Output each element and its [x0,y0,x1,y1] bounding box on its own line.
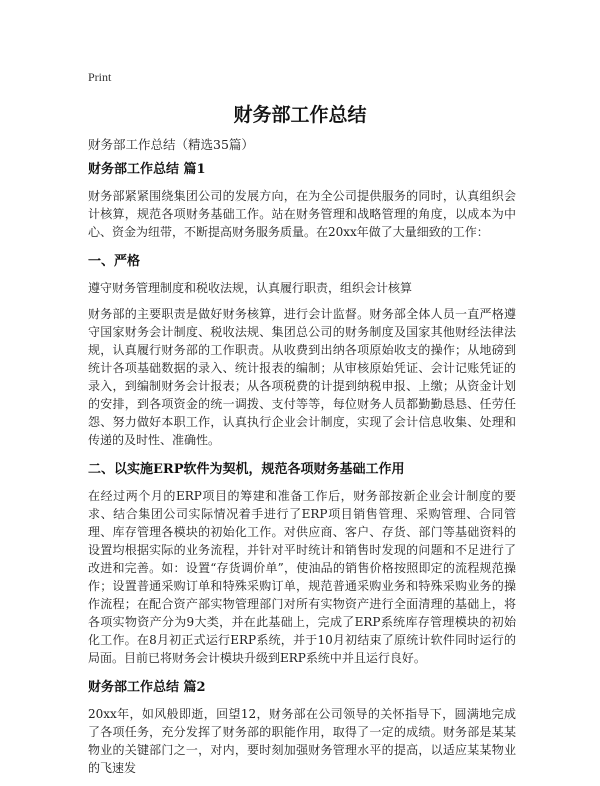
section-heading-erp: 二、以实施ERP软件为契机，规范各项财务基础工作用 [88,462,405,477]
paragraph-intro: 财务部紧紧围绕集团公司的发展方向，在为全公司提供服务的同时，认真组织会计核算，规范各项财务基础工作。站在财务管理和战略管理的角度，以成本为中心、资金为纽带，不断提高财务服务质量。在20xx年做了大量细致的工作： [88,189,516,239]
section-heading-1: 财务部工作总结 篇1 [88,162,206,177]
paragraph-duties: 财务部的主要职责是做好财务核算，进行会计监督。财务部全体人员一直严格遵守国家财务会计制度、税收法规、集团总公司的财务制度及国家其他财经法律法规，认真履行财务部的工作职责。从收费到出纳各项原始收支的操作；从地磅到统计各项基础数据的录入、统计报表的编制；从审核原始凭证、会计记账凭证的录入，到编制财务会计报表；从各项税费的计提到纳税申报、上缴；从资金计划的安排，到各项资金的统一调拨、支付等等，每位财务人员都勤勤恳恳、任劳任怨、努力做好本职工作，认真执行企业会计制度，实现了会计信息收集、处理和传递的及时性、准确性。 [88,307,516,447]
paragraph-compliance: 遵守财务管理制度和税收法规，认真履行职责，组织会计核算 [88,281,413,295]
page-title: 财务部工作总结 [233,104,367,126]
section-heading-2: 财务部工作总结 篇2 [88,680,206,695]
document-subtitle: 财务部工作总结（精选35篇） [88,137,254,152]
paragraph-summary-2: 20xx年，如风般即逝，回望12，财务部在公司领导的关怀指导下，圆满地完成了各项任务，充分发挥了财务部的职能作用，取得了一定的成绩。财务部是某某物业的关键部门之一，对内，要时刻加强财务管理水平的提高，以适应某某物业的飞速发 [88,707,516,775]
document-body [88,158,516,786]
paragraph-erp: 在经过两个月的ERP项目的筹建和准备工作后，财务部按新企业会计制度的要求、结合集团公司实际情况着手进行了ERP项目销售管理、采购管理、合同管理、库存管理各模块的初始化工作。对供应商、客户、存货、部门等基础资料的设置均根据实际的业务流程，并针对平时统计和销售时发现的问题和不足进行了改进和完善。如：设置“存货调价单”，使油品的销售价格按照即定的流程规范操作；设置普通采购订单和特殊采购订单，规范普通采购业务和特殊采购业务的操作流程；在配合资产部实物管理部门对所有实物资产进行全面清理的基础上，将各项实物资产分为9大类，并在此基础上，完成了ERP系统库存管理模块的初始化工作。在8月初正式运行ERP系统，并于10月初结束了原统计软件同时运行的局面。目前已将财务会计模块升级到ERP系统中并且运行良好。 [88,489,516,665]
section-heading-strict: 一、严格 [88,254,141,269]
print-link[interactable]: Print [88,70,112,84]
